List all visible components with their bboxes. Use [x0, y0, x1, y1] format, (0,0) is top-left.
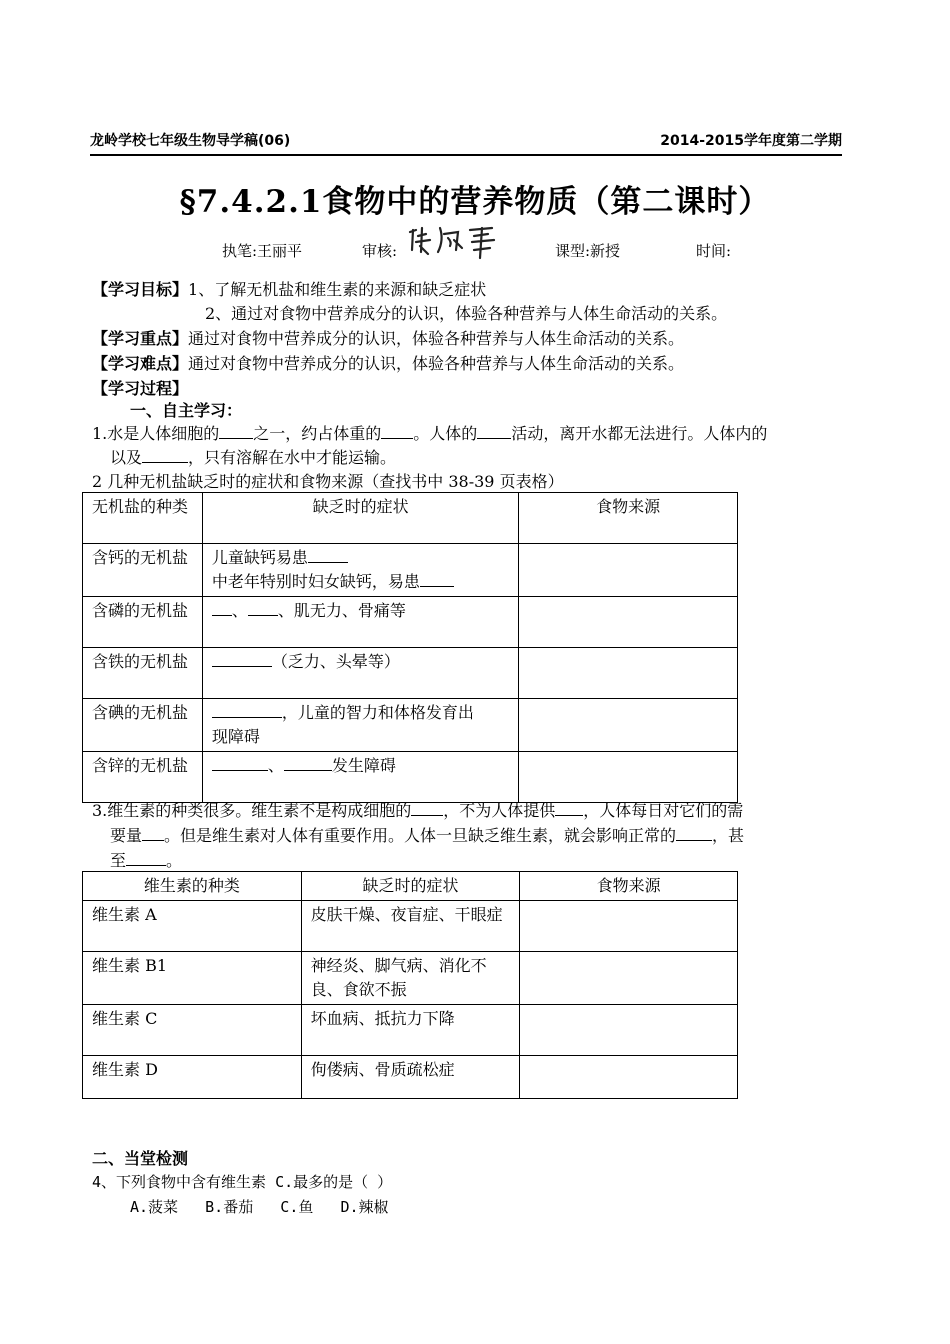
reviewer-label: 审核: [362, 242, 398, 260]
blank[interactable] [212, 601, 232, 616]
mineral-name: 含铁的无机盐 [83, 648, 203, 699]
blank[interactable] [126, 851, 166, 866]
vitamin-table [82, 871, 738, 1099]
header-cell: 无机盐的种类 [83, 493, 203, 544]
mineral-name: 含碘的无机盐 [83, 699, 203, 752]
table-row [83, 901, 738, 952]
question-4: 4、下列食物中含有维生素 C.最多的是（ ） [92, 1173, 393, 1191]
symptom-cell: 、 、肌无力、骨痛等 [202, 597, 519, 648]
table-header-row [83, 493, 738, 544]
blank[interactable] [411, 801, 443, 816]
food-source-cell[interactable] [519, 699, 738, 752]
page-header [90, 126, 842, 156]
key-point-line [92, 326, 684, 349]
difficulty-line [92, 351, 684, 374]
blank[interactable] [212, 652, 272, 667]
blank[interactable] [212, 756, 268, 771]
blank[interactable] [420, 572, 454, 587]
difficulty-label: 【学习难点】 [92, 354, 189, 373]
time-label: 时间: [696, 242, 732, 260]
blank[interactable] [142, 826, 164, 841]
symptom-cell: 佝偻病、骨质疏松症 [301, 1056, 520, 1099]
food-source-cell[interactable] [520, 901, 738, 952]
school-title: 龙岭学校七年级生物导学稿(06) [90, 133, 291, 149]
lesson-type: 课型:新授 [555, 242, 621, 260]
question-3-line-2: 要量 。但是维生素对人体有重要作用。人体一旦缺乏维生素，就会影响正常的 ，甚 [110, 826, 745, 845]
symptom-cell: 、 发生障碍 [202, 752, 519, 803]
food-source-cell[interactable] [519, 544, 738, 597]
vitamin-name: 维生素 D [83, 1056, 302, 1099]
question-2: 2 几种无机盐缺乏时的症状和食物来源（查找书中 38-39 页表格） [92, 472, 564, 491]
section-test-title: 二、当堂检测 [92, 1149, 189, 1168]
food-source-cell[interactable] [520, 952, 738, 1005]
header-cell: 食物来源 [519, 493, 738, 544]
table-row [83, 1005, 738, 1056]
mineral-name: 含磷的无机盐 [83, 597, 203, 648]
table-row [83, 1056, 738, 1099]
objective-2: 2、通过对食物中营养成分的认识，体验各种营养与人体生命活动的关系。 [205, 304, 728, 323]
food-source-cell[interactable] [520, 1056, 738, 1099]
objectives-label: 【学习目标】 [92, 280, 189, 299]
header-cell: 食物来源 [520, 872, 738, 901]
section-self-study: 一、自主学习： [130, 401, 243, 420]
header-cell: 缺乏时的症状 [301, 872, 520, 901]
reviewer-signature [404, 220, 504, 260]
food-source-cell[interactable] [519, 752, 738, 803]
page-title: §7.4.2.1食物中的营养物质（第二课时） [179, 184, 771, 220]
author: 执笔:王丽平 [222, 242, 303, 260]
vitamin-name: 维生素 C [83, 1005, 302, 1056]
mineral-table [82, 492, 738, 803]
symptom-cell: （乏力、头晕等） [202, 648, 519, 699]
term-label: 2014-2015学年度第二学期 [660, 133, 842, 149]
objectives-line-1 [92, 277, 486, 300]
question-3-line-3: 至 。 [110, 851, 183, 870]
symptom-cell: 坏血病、抵抗力下降 [301, 1005, 520, 1056]
blank[interactable] [676, 826, 712, 841]
process-label: 【学习过程】 [92, 379, 189, 398]
table-row [83, 597, 738, 648]
vitamin-name: 维生素 A [83, 901, 302, 952]
difficulty-text: 通过对食物中营养成分的认识，体验各种营养与人体生命活动的关系。 [188, 354, 685, 373]
question-4-options[interactable]: A.菠菜 B.番茄 C.鱼 D.辣椒 [130, 1198, 389, 1216]
blank[interactable] [284, 756, 332, 771]
key-point-text: 通过对食物中营养成分的认识，体验各种营养与人体生命活动的关系。 [188, 329, 685, 348]
table-row [83, 699, 738, 752]
objective-1: 1、了解无机盐和维生素的来源和缺乏症状 [188, 280, 487, 299]
symptom-cell: ，儿童的智力和体格发育出 现障碍 [202, 699, 519, 752]
blank[interactable] [477, 424, 511, 439]
table-row [83, 752, 738, 803]
question-1-line-2: 以及 ，只有溶解在水中才能运输。 [110, 448, 397, 467]
food-source-cell[interactable] [519, 648, 738, 699]
table-row [83, 952, 738, 1005]
blank[interactable] [248, 601, 278, 616]
blank[interactable] [555, 801, 583, 816]
header-cell: 维生素的种类 [83, 872, 302, 901]
table-header-row [83, 872, 738, 901]
food-source-cell[interactable] [519, 597, 738, 648]
blank[interactable] [142, 448, 188, 463]
vitamin-name: 维生素 B1 [83, 952, 302, 1005]
table-row [83, 648, 738, 699]
blank[interactable] [308, 548, 348, 563]
mineral-name: 含锌的无机盐 [83, 752, 203, 803]
symptom-cell: 儿童缺钙易患 中老年特别时妇女缺钙，易患 [202, 544, 519, 597]
question-1-line-1: 1.水是人体细胞的 之一，约占体重的 。人体的 活动，离开水都无法进行。人体内的 [92, 424, 768, 443]
question-3-line-1: 3.维生素的种类很多。维生素不是构成细胞的 ，不为人体提供 ，人体每日对它们的需 [92, 801, 744, 820]
header-cell: 缺乏时的症状 [202, 493, 519, 544]
blank[interactable] [381, 424, 413, 439]
key-point-label: 【学习重点】 [92, 329, 189, 348]
blank[interactable] [219, 424, 253, 439]
symptom-cell: 神经炎、脚气病、消化不良、食欲不振 [301, 952, 520, 1005]
mineral-name: 含钙的无机盐 [83, 544, 203, 597]
table-row [83, 544, 738, 597]
blank[interactable] [212, 703, 282, 718]
food-source-cell[interactable] [520, 1005, 738, 1056]
symptom-cell: 皮肤干燥、夜盲症、干眼症 [301, 901, 520, 952]
